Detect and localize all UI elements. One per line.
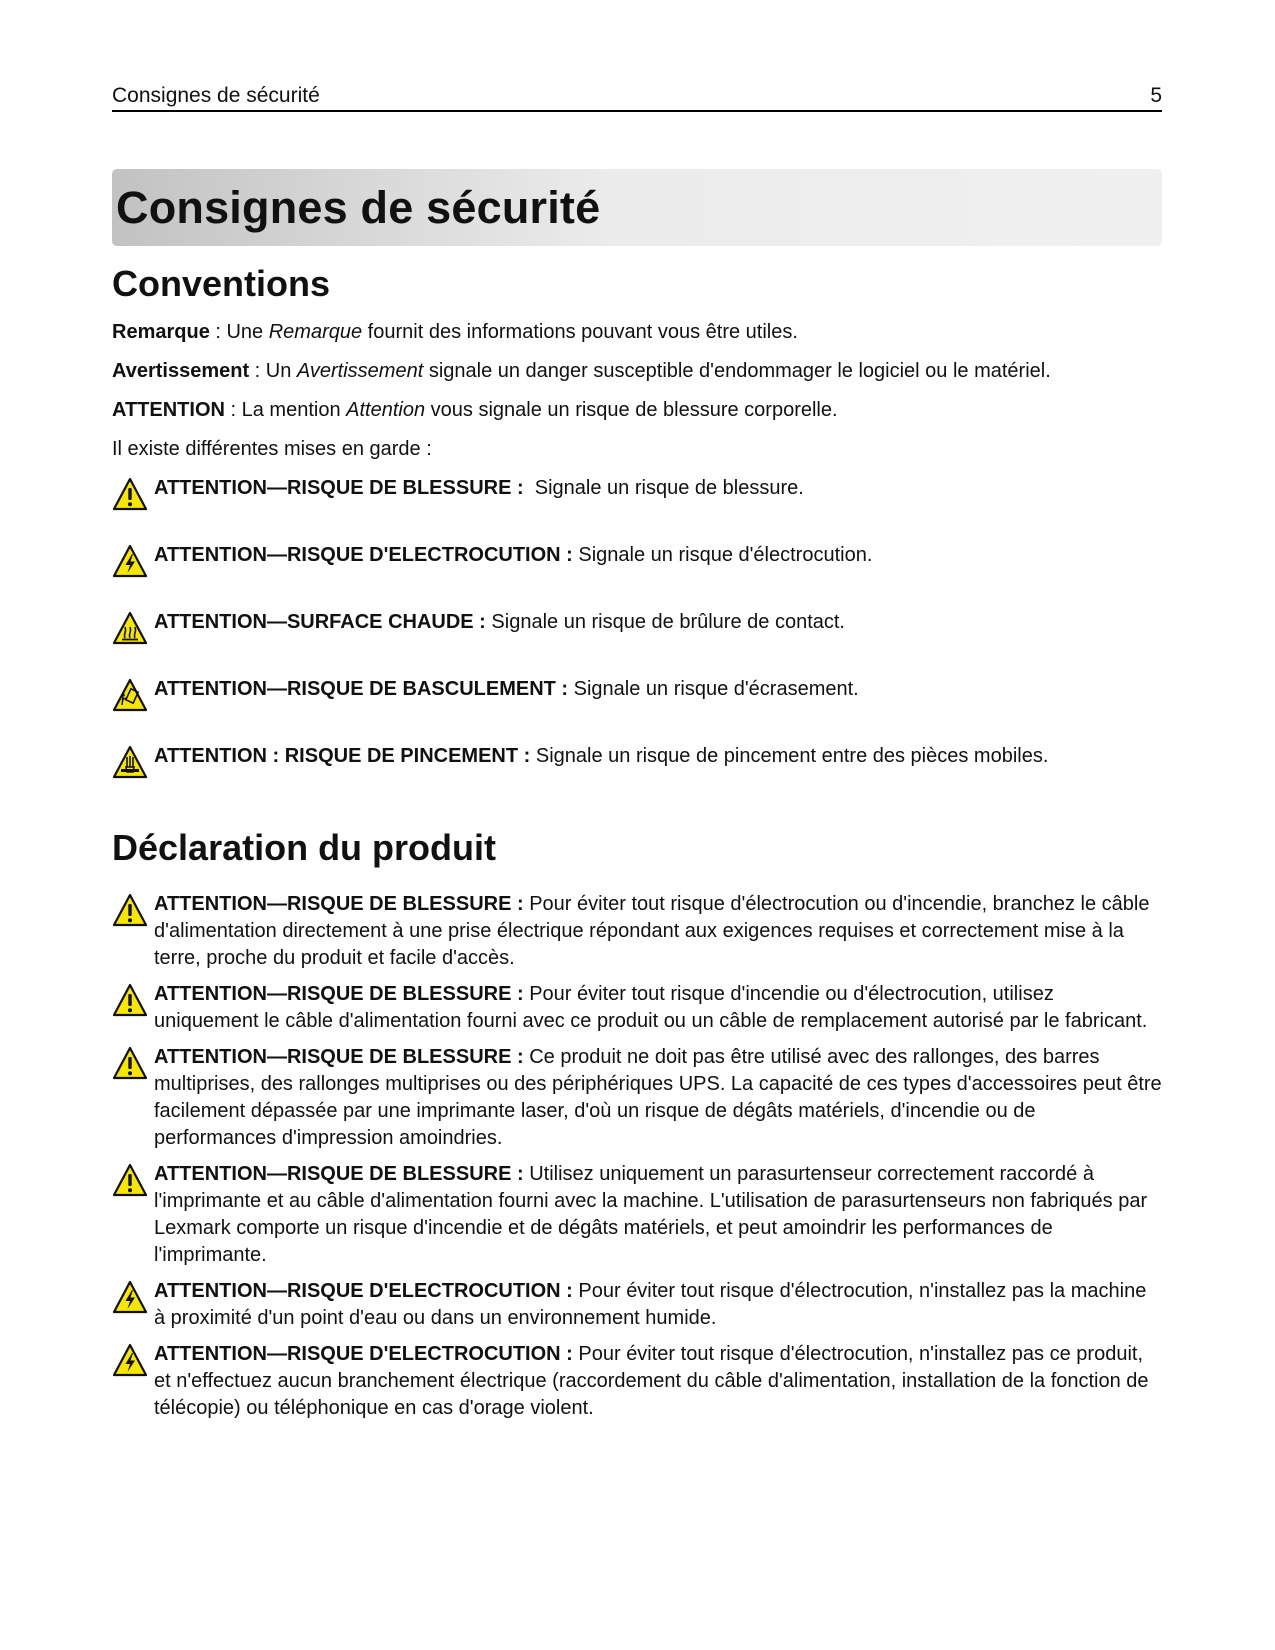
declaration-label: ATTENTION—RISQUE D'ELECTROCUTION : [154,1343,573,1365]
note-em: Remarque [268,321,363,343]
declaration-label: ATTENTION—RISQUE DE BLESSURE : [154,1046,524,1068]
declaration-desc: Pour éviter tout risque d'électrocution ou d'incendie, branchez le câble d'alimentation directement à une prise électrique répondant aux exigences requises et correctement mise à la terre, proche du produit et facile d'accès. [154,893,1150,969]
declaration-desc: Utilisez uniquement un parasurtenseur correctement raccordé à l'imprimante et au câble d'alimentation fourni avec la machine. L'utilisation de parasurtenseurs non fabriqués par Lexmark comporte un risque d'incendie et de dégâts matériels, et peut amoindrir les performances de l'imprimante. [154,1163,1148,1266]
warning-rest: signale un danger susceptible d'endommager le logiciel ou le matériel. [423,360,1051,382]
declaration-text [154,1044,1162,1152]
page [112,78,1162,1431]
declaration-label: ATTENTION—RISQUE DE BLESSURE : [154,1163,524,1185]
declaration-label: ATTENTION—RISQUE DE BLESSURE : [154,983,524,1005]
declaration-text [154,891,1162,972]
caution-exclamation-icon [112,983,150,1021]
caution-type-item [112,542,1162,582]
running-header [112,78,1162,112]
caution-type-item [112,676,1162,716]
warning-convention [112,360,1162,383]
declaration-desc: Ce produit ne doit pas être utilisé avec des rallonges, des barres multiprises, des rallonges multiprises ou des périphériques UPS. La capacité de ces types d'accessoires peut être facilement dépassée par une imprimante laser, d'où un risque de dégâts matériels, d'incendie ou de performances d'impression amoindries. [154,1046,1162,1149]
caution-desc: Signale un risque de brûlure de contact. [485,611,845,633]
caution-label: ATTENTION—RISQUE D'ELECTROCUTION : [154,544,573,566]
caution-term: ATTENTION [112,399,225,421]
warning-term: Avertissement [112,360,250,382]
declaration-heading: Déclaration du produit [112,827,497,868]
caution-type-text [154,743,1048,770]
declaration-text [154,981,1162,1035]
cautions-intro: Il existe différentes mises en garde : [112,438,432,460]
chapter-title-band [112,169,1162,246]
declaration-label: ATTENTION—RISQUE D'ELECTROCUTION : [154,1280,573,1302]
declaration-list [112,891,1162,1422]
declaration-item [112,981,1162,1035]
caution-desc: Signale un risque de pincement entre des pièces mobiles. [530,745,1049,767]
declaration-desc: Pour éviter tout risque d'électrocution, n'installez pas ce produit, et n'effectuez aucun branchement électrique (raccordement du câble d'alimentation, installation de la fonction de télécopie) ou téléphonique en cas d'orage violent. [154,1343,1149,1419]
declaration-item [112,1161,1162,1269]
caution-type-text [154,609,845,636]
running-header-title: Consignes de sécurité [112,84,320,107]
caution-types-list [112,475,1162,783]
declaration-item [112,1044,1162,1152]
caution-sep: : La mention [224,399,347,421]
declaration-desc: Pour éviter tout risque d'électrocution, n'installez pas la machine à proximité d'un point d'eau ou dans un environnement humide. [154,1280,1147,1329]
caution-hot-surface-icon [112,611,150,649]
caution-type-item [112,743,1162,783]
declaration-desc: Pour éviter tout risque d'incendie ou d'électrocution, utilisez uniquement le câble d'alimentation fourni avec ce produit ou un câble de remplacement autorisé par le fabricant. [154,983,1148,1032]
note-term: Remarque [112,321,210,343]
caution-label: ATTENTION—SURFACE CHAUDE : [154,611,486,633]
caution-desc: Signale un risque d'électrocution. [572,544,873,566]
note-convention [112,321,1162,344]
chapter-title: Consignes de sécurité [116,181,601,233]
caution-exclamation-icon [112,477,150,515]
declaration-text [154,1278,1162,1332]
caution-pinch-icon [112,745,150,783]
declaration-text [154,1161,1162,1269]
page-number: 5 [1150,84,1162,107]
caution-shock-icon [112,1280,150,1318]
warning-sep: : Un [249,360,297,382]
caution-exclamation-icon [112,1046,150,1084]
warning-em: Avertissement [296,360,424,382]
declaration-label: ATTENTION—RISQUE DE BLESSURE : [154,893,524,915]
caution-exclamation-icon [112,893,150,931]
caution-label: ATTENTION—RISQUE DE BASCULEMENT : [154,678,569,700]
caution-type-item [112,475,1162,515]
caution-exclamation-icon [112,1163,150,1201]
caution-rest: vous signale un risque de blessure corporelle. [425,399,838,421]
declaration-text [154,1341,1162,1422]
caution-type-text [154,542,872,569]
caution-em: Attention [346,399,426,421]
note-rest: fournit des informations pouvant vous être utiles. [362,321,798,343]
note-sep: : Une [209,321,269,343]
caution-label: ATTENTION : RISQUE DE PINCEMENT : [154,745,531,767]
caution-type-item [112,609,1162,649]
declaration-item [112,1341,1162,1422]
caution-convention [112,399,1162,422]
caution-shock-icon [112,544,150,582]
caution-tipping-icon [112,678,150,716]
declaration-item [112,891,1162,972]
caution-desc: Signale un risque d'écrasement. [568,678,859,700]
conventions-heading: Conventions [112,263,331,304]
caution-shock-icon [112,1343,150,1381]
caution-label: ATTENTION—RISQUE DE BLESSURE : [154,477,524,499]
declaration-item [112,1278,1162,1332]
caution-type-text [154,676,859,703]
caution-desc: Signale un risque de blessure. [523,477,804,499]
caution-type-text [154,475,804,502]
